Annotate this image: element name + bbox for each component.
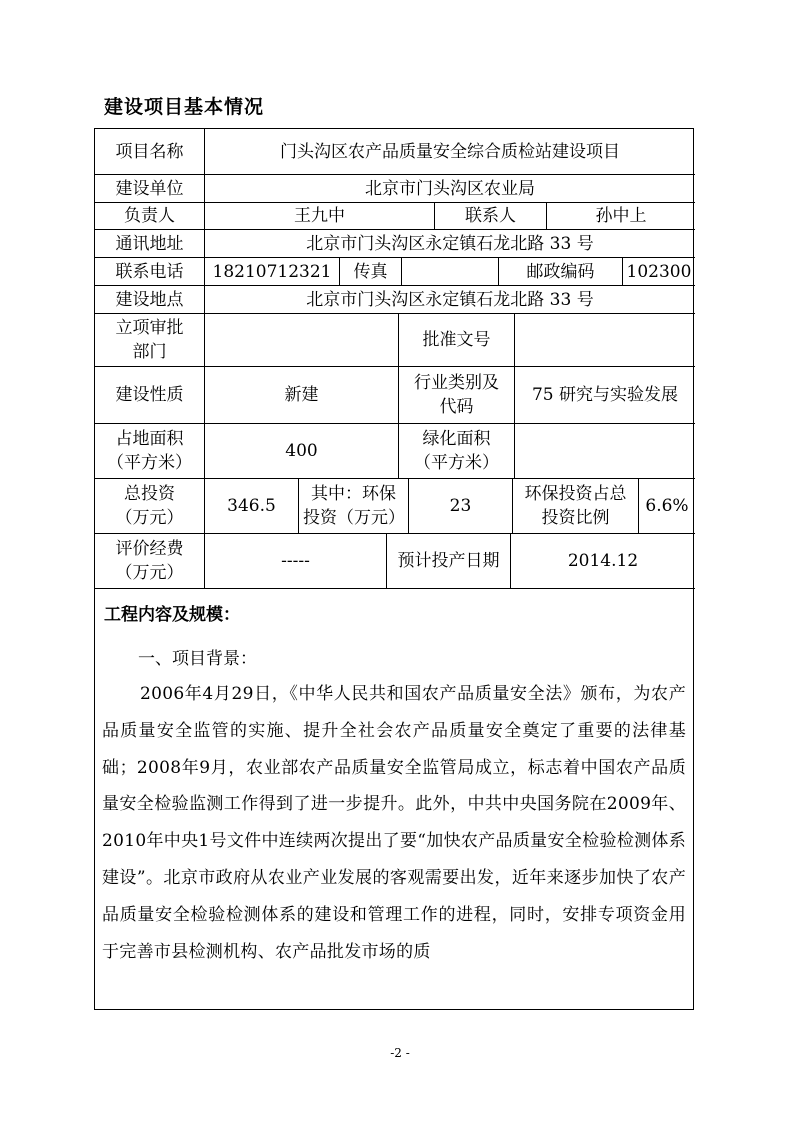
construction-unit-label: 建设单位 [95,175,205,203]
contact-value: 孙中上 [547,203,695,230]
responsible-label: 负责人 [95,203,205,230]
fax-value [402,258,499,286]
fax-label: 传真 [340,258,402,286]
postcode-value: 102300 [623,258,695,286]
production-date-label: 预计投产日期 [387,534,511,589]
phone-value: 18210712321 [205,258,340,286]
project-name-value: 门头沟区农产品质量安全综合质检站建设项目 [205,129,695,175]
content-heading: 工程内容及规模： [104,605,240,625]
env-ratio-value: 6.6% [639,479,695,534]
approval-dept-label: 立项审批 部门 [95,314,205,367]
approval-doc-value [515,314,695,367]
site-value: 北京市门头沟区永定镇石龙北路 33 号 [205,286,695,314]
phone-label: 联系电话 [95,258,205,286]
env-ratio-label: 环保投资占总 投资比例 [513,479,639,534]
production-date-value: 2014.12 [511,534,695,589]
industry-value: 75 研究与实验发展 [515,367,695,424]
address-value: 北京市门头沟区永定镇石龙北路 33 号 [205,230,695,258]
postcode-label: 邮政编码 [499,258,623,286]
area-label: 占地面积 （平方米） [95,424,205,479]
green-area-value [515,424,695,479]
nature-label: 建设性质 [95,367,205,424]
nature-value: 新建 [205,367,399,424]
green-area-label: 绿化面积 （平方米） [399,424,515,479]
construction-unit-value: 北京市门头沟区农业局 [205,175,695,203]
approval-doc-label: 批准文号 [399,314,515,367]
evaluation-fee-label: 评价经费 （万元） [95,534,205,589]
address-label: 通讯地址 [95,230,205,258]
page-number: -2 - [390,1046,410,1060]
contact-label: 联系人 [435,203,547,230]
industry-label: 行业类别及 代码 [399,367,515,424]
env-investment-label: 其中：环保 投资（万元） [299,479,409,534]
investment-label: 总投资 （万元） [95,479,205,534]
content-subheading: 一、项目背景： [138,649,257,669]
page-title: 建设项目基本情况 [104,96,265,118]
env-investment-value: 23 [409,479,513,534]
content-paragraph: 2006年4月29日，《中华人民共和国农产品质量安全法》颁布，为农产品质量安全监管的实施、提升全社会农产品质量安全奠定了重要的法律基础；2008年9月，农业部农产品质量安全监管局成立，标志着中国农产品质量安全检验监测工作得到了进一步提升。此外，中共中央国务院在2009年、2010年中央1号文件中连续两次提出了要“加快农产品质量安全检验检测体系建设”。北京市政府从农业产业发展的客观需要出发，近年来逐步加快了农产品质量安全检验检测体系的建设和管理工作的进程，同时，安排专项资金用于完善市县检测机构、农产品批发市场的质 [102,684,686,962]
project-name-label: 项目名称 [95,129,205,175]
evaluation-fee-value: ----- [205,534,387,589]
investment-value: 346.5 [205,479,299,534]
approval-dept-value [205,314,399,367]
site-label: 建设地点 [95,286,205,314]
responsible-value: 王九中 [205,203,435,230]
area-value: 400 [205,424,399,479]
